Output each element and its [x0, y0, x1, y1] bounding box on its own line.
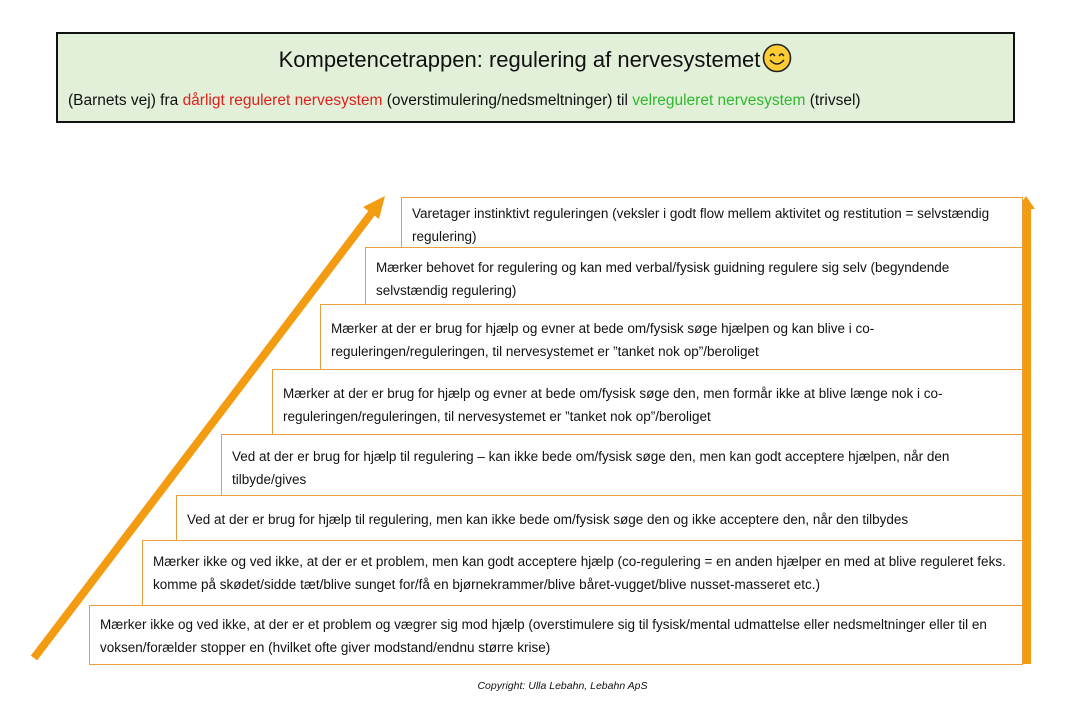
- step-6: Mærker at der er brug for hjælp og evner at bede om/fysisk søge hjælpen og kan blive i co-reguleringen/reguleringen, til nervesystemet er ”tanket nok op”/beroliget: [320, 304, 1023, 369]
- step-2: Mærker ikke og ved ikke, at der er et problem, men kan godt acceptere hjælp (co-regulering = en anden hjælper en med at blive reguleret feks. komme på skødet/sidde tæt/blive sunget for/få en bjørnekrammer/blive båret-vugget/blive nusset-masseret etc.): [142, 540, 1023, 605]
- step-8: Varetager instinktivt reguleringen (veksler i godt flow mellem aktivitet og restitution = selvstændig regulering): [401, 197, 1023, 247]
- step-3: Ved at der er brug for hjælp til regulering, men kan ikke bede om/fysisk søge den og ikke acceptere den, når den tilbydes: [176, 495, 1023, 540]
- subtitle-poorly-regulated: dårligt reguleret nervesystem: [182, 92, 383, 109]
- step-4: Ved at der er brug for hjælp til regulering – kan ikke bede om/fysisk søge den, men kan godt acceptere hjælpen, når den tilbyde/gives: [221, 434, 1023, 495]
- step-1: Mærker ikke og ved ikke, at der er et problem og vægrer sig mod hjælp (overstimulere sig til fysisk/mental udmattelse eller nedsmeltninger eller til en voksen/forælder stopper en (hvilket ofte giver modstand/endnu større krise): [89, 605, 1023, 665]
- copyright: Copyright: Ulla Lebahn, Lebahn ApS: [477, 680, 648, 692]
- step-7: Mærker behovet for regulering og kan med verbal/fysisk guidning regulere sig selv (begyndende selvstændig regulering): [365, 247, 1023, 304]
- subtitle-well-regulated: velreguleret nervesystem: [632, 92, 806, 109]
- subtitle: (Barnets vej) fra dårligt reguleret nervesystem (overstimulering/nedsmeltninger) til velreguleret nervesystem (trivsel): [68, 92, 861, 109]
- step-5: Mærker at der er brug for hjælp og evner at bede om/fysisk søge den, men formår ikke at blive længe nok i co-reguleringen/reguleringen, til nervesystemet er ”tanket nok op”/beroliget: [272, 369, 1023, 434]
- page-title: Kompetencetrappen: regulering af nervesystemet: [58, 46, 1013, 76]
